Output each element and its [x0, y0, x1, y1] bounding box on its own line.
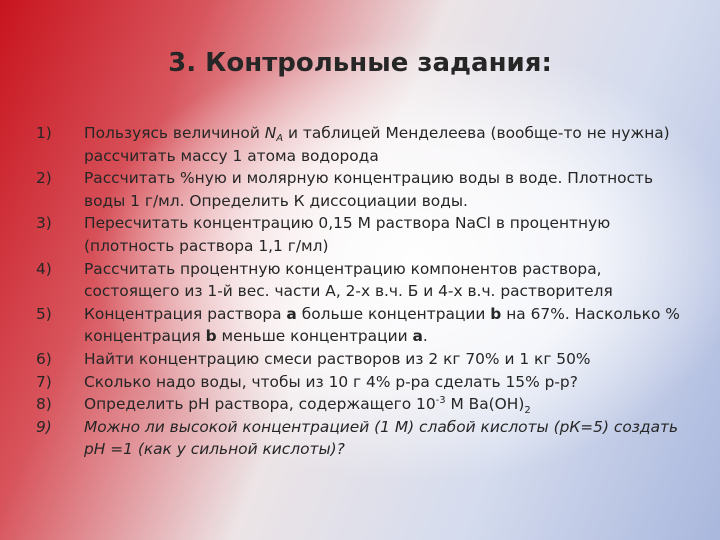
- item-text: Сколько надо воды, чтобы из 10 г 4% р-ра сделать 15% р-р?: [84, 372, 578, 391]
- text-part: больше концентрации: [296, 304, 491, 323]
- item-text: Пересчитать концентрацию 0,15 М раствора NaCl в процентную (плотность раствора 1,1 г/мл): [84, 214, 611, 255]
- item-number: 3): [36, 214, 52, 233]
- item-number: 8): [36, 395, 52, 414]
- text-part: на 67%. Насколько % концентрация: [84, 304, 680, 346]
- list-item: [36, 371, 696, 394]
- text-part: Концентрация раствора: [84, 304, 287, 323]
- list-item: [36, 393, 696, 416]
- text-part-italic: N: [264, 124, 277, 142]
- item-text: [84, 393, 696, 416]
- item-number: 5): [36, 304, 52, 323]
- list-item: [36, 212, 696, 257]
- text-part: и таблицей Менделеева (вообще-то не нужна) рассчитать массу 1 атома водорода: [84, 124, 670, 165]
- list-item: [36, 258, 696, 303]
- item-text: Найти концентрацию смеси растворов из 2 кг 70% и 1 кг 50%: [84, 349, 591, 368]
- text-part-bold: b: [490, 304, 502, 323]
- list-item: [36, 303, 696, 348]
- item-text: [84, 303, 696, 348]
- item-number: 9): [36, 417, 52, 436]
- subscript: 2: [524, 405, 531, 417]
- list-item: [36, 122, 696, 167]
- item-number: 1): [36, 124, 52, 142]
- text-part: .: [422, 327, 428, 346]
- item-number: 2): [36, 169, 52, 188]
- item-text: Рассчитать процентную концентрацию компонентов раствора, состоящего из 1-й вес. части А, 2-х в.ч. Б и 4-х в.ч. растворителя: [84, 259, 613, 301]
- text-part-bold: a: [412, 327, 423, 346]
- superscript: -3: [435, 395, 446, 406]
- item-number: 7): [36, 372, 52, 391]
- task-list: [36, 122, 696, 461]
- text-part-bold: a: [286, 304, 297, 323]
- text-part: Пользуясь величиной: [84, 124, 265, 142]
- item-number: 4): [36, 259, 52, 278]
- list-item: [36, 167, 696, 212]
- text-part: меньше концентрации: [216, 327, 413, 346]
- item-number: 6): [36, 349, 52, 368]
- text-part: М Ва(ОН): [445, 395, 525, 414]
- list-item: [36, 416, 696, 461]
- slide-title: 3. Контрольные задания:: [168, 48, 552, 78]
- item-text: [84, 122, 696, 167]
- item-text: Рассчитать %ную и молярную концентрацию воды в воде. Плотность воды 1 г/мл. Определить К диссоциации воды.: [84, 169, 654, 210]
- list-item: [36, 348, 696, 371]
- item-text: Можно ли высокой концентрацией (1 М) слабой кислоты (рК=5) создать рН =1 (как у сильной кислоты)?: [84, 417, 679, 459]
- text-part: Определить рН раствора, содержащего 10: [84, 395, 436, 414]
- subscript: A: [276, 133, 284, 144]
- text-part-bold: b: [205, 327, 217, 346]
